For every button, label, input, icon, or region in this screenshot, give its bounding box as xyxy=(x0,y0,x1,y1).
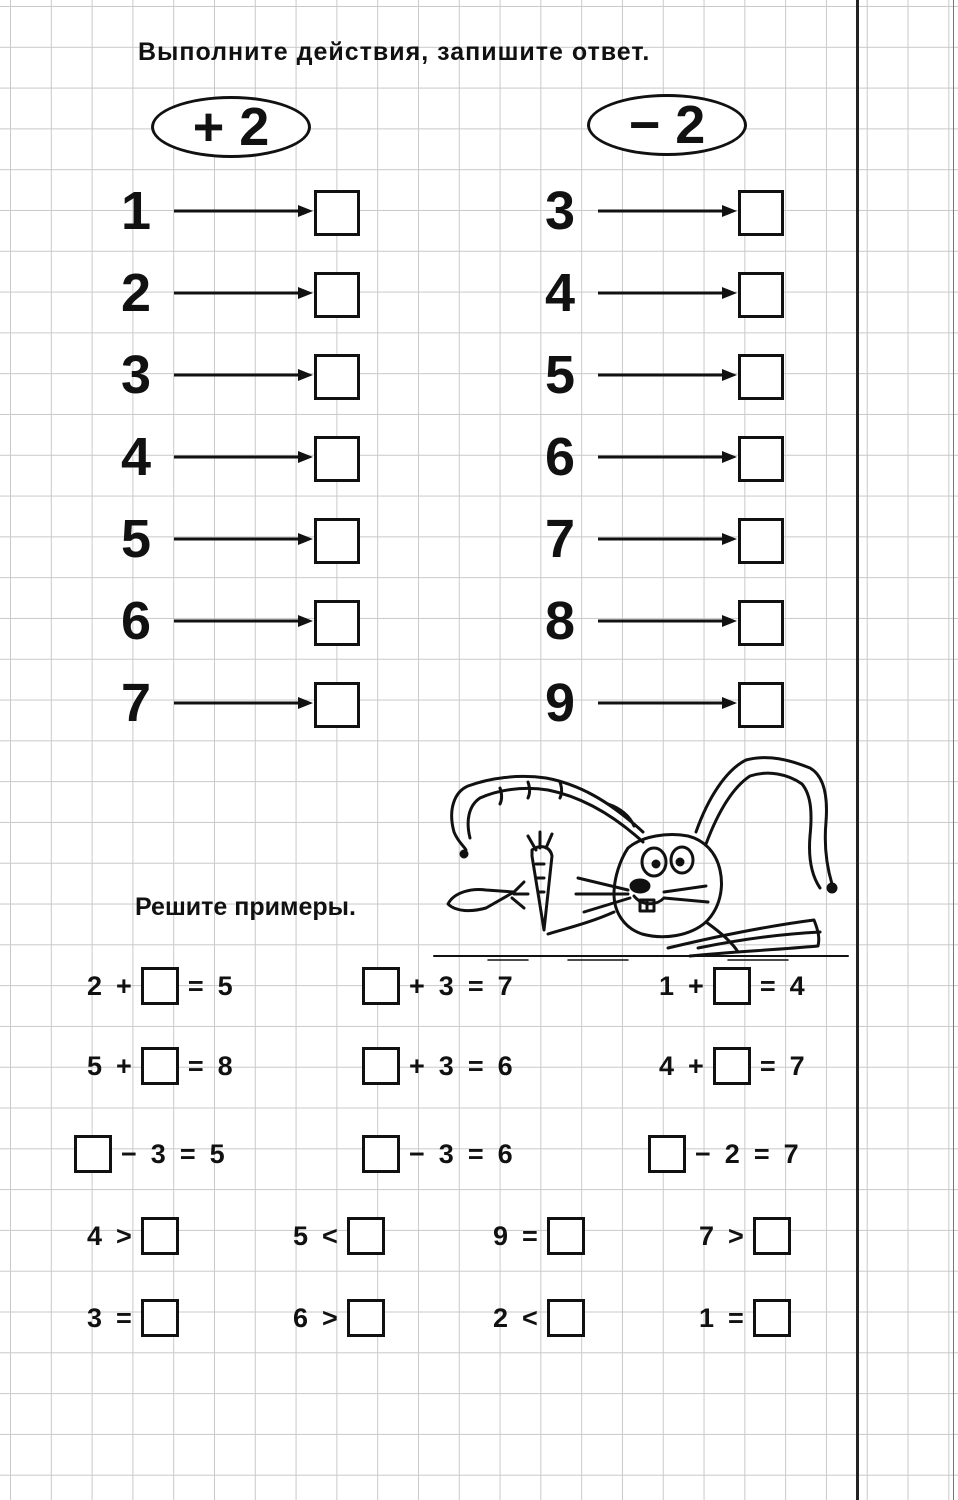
equation xyxy=(80,1044,240,1088)
result: 8 xyxy=(217,1050,233,1081)
result: 7 xyxy=(783,1138,799,1169)
arrow-icon xyxy=(174,532,314,546)
result: 6 xyxy=(497,1138,513,1169)
input-number: 5 xyxy=(120,509,152,569)
input-number: 3 xyxy=(120,345,152,405)
answer-box[interactable] xyxy=(362,967,400,1005)
margin-line xyxy=(856,0,859,1500)
answer-box[interactable] xyxy=(347,1299,385,1337)
plus-row xyxy=(114,334,414,416)
answer-box[interactable] xyxy=(738,272,784,318)
comparison-sign: < xyxy=(522,1302,538,1333)
plus-row xyxy=(114,170,414,252)
answer-box[interactable] xyxy=(547,1217,585,1255)
operand: 2 xyxy=(87,970,103,1001)
answer-box[interactable] xyxy=(141,967,179,1005)
number: 7 xyxy=(699,1220,715,1251)
comparison-sign: > xyxy=(116,1220,132,1251)
answer-box[interactable] xyxy=(738,600,784,646)
answer-box[interactable] xyxy=(141,1217,179,1255)
equation xyxy=(360,1132,520,1176)
number: 1 xyxy=(699,1302,715,1333)
arrow-icon xyxy=(174,204,314,218)
answer-box[interactable] xyxy=(362,1047,400,1085)
result: 7 xyxy=(789,1050,805,1081)
answer-box[interactable] xyxy=(738,190,784,236)
operator: − xyxy=(409,1138,425,1169)
comparison-sign: = xyxy=(522,1220,538,1251)
answer-box[interactable] xyxy=(362,1135,400,1173)
operator: + xyxy=(409,970,425,1001)
operand: 3 xyxy=(150,1138,166,1169)
input-number: 9 xyxy=(544,673,576,733)
equation xyxy=(652,1044,812,1088)
arrow-icon xyxy=(174,614,314,628)
result: 7 xyxy=(497,970,513,1001)
result: 5 xyxy=(217,970,233,1001)
result: 5 xyxy=(209,1138,225,1169)
comparison xyxy=(692,1214,793,1258)
plus-row xyxy=(114,662,414,744)
answer-box[interactable] xyxy=(713,967,751,1005)
comparison xyxy=(286,1214,387,1258)
answer-box[interactable] xyxy=(738,354,784,400)
equals-sign: = xyxy=(467,1138,484,1169)
operator: − xyxy=(121,1138,137,1169)
comparison-sign: > xyxy=(728,1220,744,1251)
equals-sign: = xyxy=(467,1050,484,1081)
plus-row xyxy=(114,498,414,580)
input-number: 5 xyxy=(544,345,576,405)
arrow-icon xyxy=(598,532,738,546)
answer-box[interactable] xyxy=(753,1217,791,1255)
result: 6 xyxy=(497,1050,513,1081)
answer-box[interactable] xyxy=(713,1047,751,1085)
operand: 1 xyxy=(659,970,675,1001)
solve-examples-title: Решите примеры. xyxy=(135,893,356,921)
comparison xyxy=(692,1296,793,1340)
arrow-icon xyxy=(174,696,314,710)
operand: 2 xyxy=(724,1138,740,1169)
number: 6 xyxy=(293,1302,309,1333)
operand: 3 xyxy=(438,970,454,1001)
equation xyxy=(80,964,240,1008)
plus-row xyxy=(114,252,414,334)
comparison xyxy=(286,1296,387,1340)
comparison xyxy=(486,1214,587,1258)
equation xyxy=(360,1044,520,1088)
equals-sign: = xyxy=(759,970,776,1001)
operand: 4 xyxy=(659,1050,675,1081)
arrow-icon xyxy=(598,286,738,300)
input-number: 3 xyxy=(544,181,576,241)
page-edge-line xyxy=(953,0,954,1500)
answer-box[interactable] xyxy=(753,1299,791,1337)
input-number: 8 xyxy=(544,591,576,651)
answer-box[interactable] xyxy=(314,600,360,646)
input-number: 6 xyxy=(120,591,152,651)
equation xyxy=(652,964,812,1008)
minus-row xyxy=(538,252,838,334)
equals-sign: = xyxy=(753,1138,770,1169)
operand: 3 xyxy=(438,1050,454,1081)
operator: + xyxy=(116,970,132,1001)
plus-row xyxy=(114,580,414,662)
answer-box[interactable] xyxy=(314,436,360,482)
operator: + xyxy=(409,1050,425,1081)
arrow-icon xyxy=(598,368,738,382)
equation xyxy=(646,1132,806,1176)
minus-row xyxy=(538,498,838,580)
result: 4 xyxy=(789,970,805,1001)
equals-sign: = xyxy=(187,1050,204,1081)
input-number: 4 xyxy=(544,263,576,323)
answer-box[interactable] xyxy=(547,1299,585,1337)
operator: − xyxy=(695,1138,711,1169)
comparison-sign: < xyxy=(322,1220,338,1251)
number: 5 xyxy=(293,1220,309,1251)
comparison xyxy=(486,1296,587,1340)
number: 3 xyxy=(87,1302,103,1333)
equals-sign: = xyxy=(759,1050,776,1081)
minus-two-oval: − 2 xyxy=(587,94,747,156)
answer-box[interactable] xyxy=(141,1299,179,1337)
minus-row xyxy=(538,170,838,252)
answer-box[interactable] xyxy=(314,682,360,728)
answer-box[interactable] xyxy=(314,190,360,236)
operand: 3 xyxy=(438,1138,454,1169)
equation xyxy=(72,1132,232,1176)
input-number: 6 xyxy=(544,427,576,487)
task-title: Выполните действия, запишите ответ. xyxy=(138,38,651,66)
arrow-icon xyxy=(174,450,314,464)
plus-row xyxy=(114,416,414,498)
input-number: 7 xyxy=(544,509,576,569)
answer-box[interactable] xyxy=(738,518,784,564)
answer-box[interactable] xyxy=(738,436,784,482)
equals-sign: = xyxy=(187,970,204,1001)
equals-sign: = xyxy=(467,970,484,1001)
operator: + xyxy=(116,1050,132,1081)
minus-row xyxy=(538,416,838,498)
comparison-sign: = xyxy=(116,1302,132,1333)
answer-box[interactable] xyxy=(648,1135,686,1173)
arrow-icon xyxy=(174,286,314,300)
answer-box[interactable] xyxy=(314,272,360,318)
comparison-sign: = xyxy=(728,1302,744,1333)
operator: + xyxy=(688,1050,704,1081)
arrow-icon xyxy=(598,696,738,710)
answer-box[interactable] xyxy=(738,682,784,728)
arrow-icon xyxy=(598,614,738,628)
minus-row xyxy=(538,662,838,744)
answer-box[interactable] xyxy=(314,518,360,564)
answer-box[interactable] xyxy=(74,1135,112,1173)
comparison xyxy=(80,1214,181,1258)
minus-row xyxy=(538,334,838,416)
input-number: 1 xyxy=(120,181,152,241)
number: 9 xyxy=(493,1220,509,1251)
plus-two-oval: + 2 xyxy=(151,96,311,158)
minus-row xyxy=(538,580,838,662)
answer-box[interactable] xyxy=(347,1217,385,1255)
equals-sign: = xyxy=(179,1138,196,1169)
rabbit-illustration xyxy=(428,752,854,964)
comparison xyxy=(80,1296,181,1340)
answer-box[interactable] xyxy=(314,354,360,400)
operand: 5 xyxy=(87,1050,103,1081)
input-number: 7 xyxy=(120,673,152,733)
operator: + xyxy=(688,970,704,1001)
number: 2 xyxy=(493,1302,509,1333)
input-number: 2 xyxy=(120,263,152,323)
comparison-sign: > xyxy=(322,1302,338,1333)
equation xyxy=(360,964,520,1008)
number: 4 xyxy=(87,1220,103,1251)
answer-box[interactable] xyxy=(141,1047,179,1085)
arrow-icon xyxy=(598,450,738,464)
input-number: 4 xyxy=(120,427,152,487)
arrow-icon xyxy=(174,368,314,382)
arrow-icon xyxy=(598,204,738,218)
